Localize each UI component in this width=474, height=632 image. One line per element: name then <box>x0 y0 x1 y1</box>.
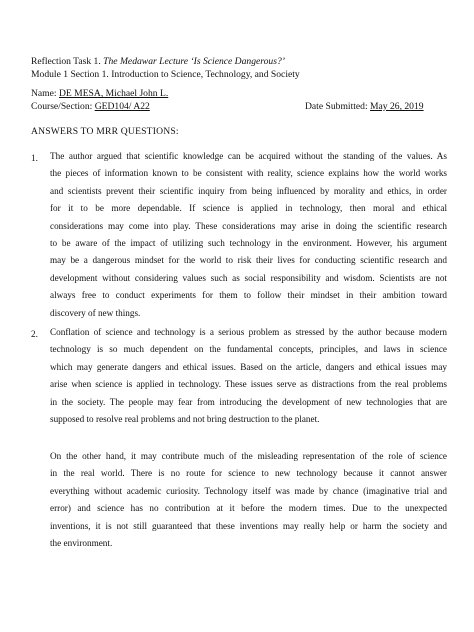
paragraph-line: may be a dangerous mindset for the world to risk their lives for conducting scientific research and <box>50 255 447 266</box>
paragraph-line: which may generate dangers and ethical issues. Based on the article, dangers and ethical issues may <box>50 361 447 372</box>
course-label: Course/Section: <box>31 101 95 112</box>
paragraph-line: discovery of new things. <box>50 307 141 318</box>
paragraph-line: The author argued that scientific knowledge can be acquired without the standing of the values. As <box>50 151 447 161</box>
paragraph-line: considerations may come into play. These considerations may arise in doing the scientific research <box>50 220 447 231</box>
paragraph-line: On the other hand, it may contribute much of the misleading representation of the role of science <box>50 451 447 461</box>
name-value: DE MESA, Michael John L. <box>58 88 169 99</box>
answer-1-paragraph <box>50 148 447 322</box>
answer-2-paragraph <box>50 324 447 428</box>
paragraph-line: always free to conduct experiments for them to follow their mindset in their ambition toward <box>50 290 447 301</box>
course-value: GED104/ A22 <box>94 101 150 112</box>
paragraph-line: arise when science is applied in technology. These issues serve as distractions from the real problems <box>50 379 447 390</box>
date-submitted-line <box>305 102 424 112</box>
paragraph-line: the environment. <box>50 537 113 548</box>
paragraph-line: and scientists prevent their scientific inquiry from being influenced by morality and ethics, in order <box>50 185 447 196</box>
paragraph-line: in the society. The people may fear from introducing the development of new technologies that are <box>50 396 447 407</box>
paragraph-line: error) and science has no contribution at it before the modern times. Due to the unexpected <box>50 503 447 514</box>
paragraph-line: for it to be more dependable. If science is applied in technology, then moral and ethical <box>50 203 447 214</box>
answer-1-number: 1. <box>31 153 38 163</box>
module-line: Module 1 Section 1. Introduction to Science, Technology, and Society <box>31 69 300 80</box>
paragraph-line: Conflation of science and technology is a serious problem as stressed by the author because modern <box>50 327 447 337</box>
title-lecture-name: The Medawar Lecture ‘Is Science Dangerous?’ <box>103 56 285 67</box>
answer-2-number: 2. <box>31 329 38 339</box>
paragraph-line: the pieces of information known to be consistent with reality, science explains how the world works <box>50 168 447 179</box>
paragraph-line: everything without academic curiosity. Technology itself was made by chance (imaginative trial and <box>50 485 447 496</box>
name-label: Name: <box>31 88 59 99</box>
paragraph-line: in the real world. There is no route for science to new technology because it cannot answer <box>50 468 447 479</box>
paragraph-line: supposed to resolve real problems and not bring destruction to the planet. <box>50 413 320 424</box>
answers-heading: ANSWERS TO MRR QUESTIONS: <box>31 126 179 137</box>
date-value: May 26, 2019 <box>370 101 424 112</box>
paragraph-line: to be aware of the impact of utilizing such technology in the environment. However, his argument <box>50 237 447 248</box>
paragraph-line: development without considering values such as social responsibility and wisdom. Scientists are not <box>50 272 447 283</box>
course-section-line <box>31 102 150 112</box>
paragraph-line: inventions, it is not still guaranteed that these inventions may really help or harm the society and <box>50 520 447 531</box>
paragraph-line: technology is so much dependent on the fundamental concepts, principles, and laws in science <box>50 344 447 355</box>
document-title <box>31 57 285 67</box>
student-name-line <box>31 89 168 99</box>
date-label: Date Submitted: <box>305 101 371 112</box>
answer-2-continuation-paragraph <box>50 448 447 552</box>
title-prefix: Reflection Task 1. <box>31 56 104 67</box>
